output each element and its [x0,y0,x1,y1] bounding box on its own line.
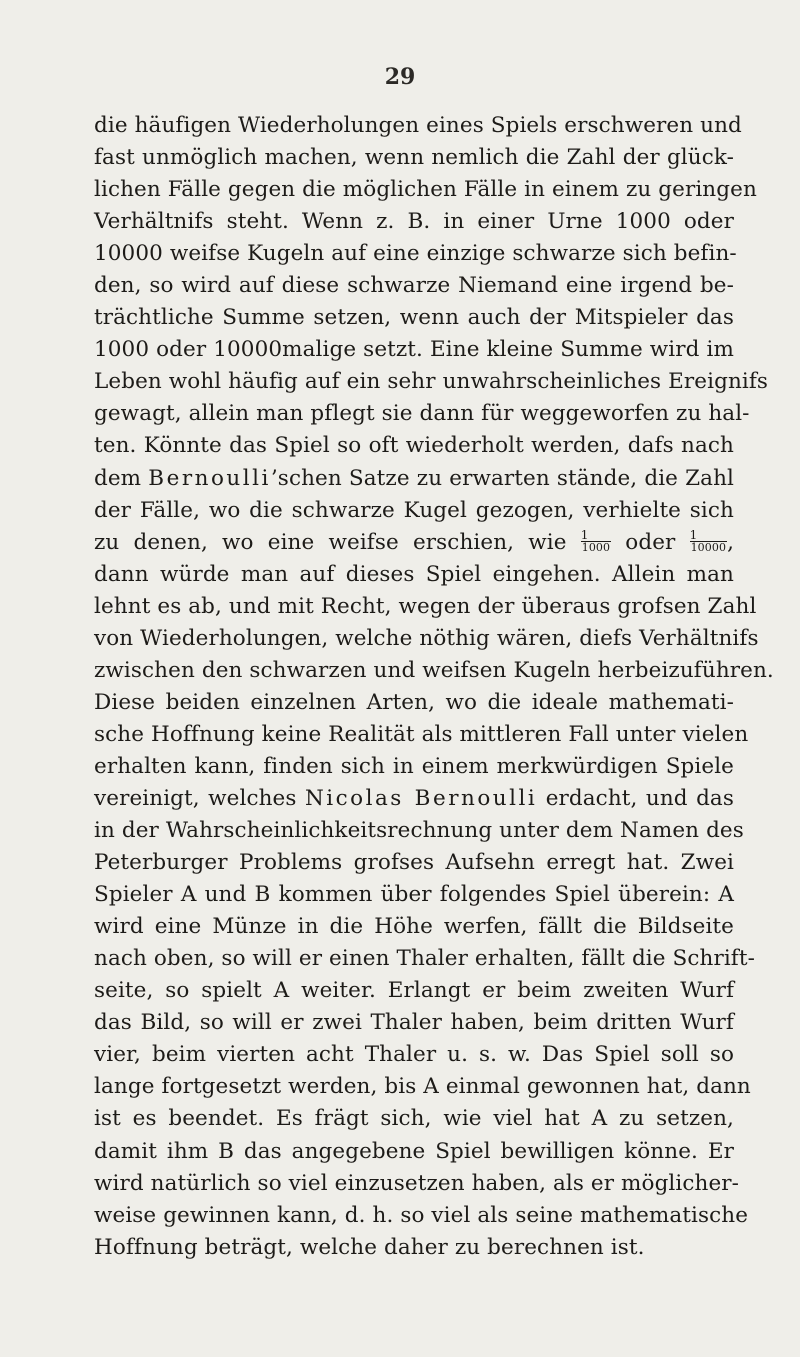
fraction-one-thousandth [581,529,611,553]
text-line: Spieler A und B kommen über folgendes Spiel überein: A [94,882,734,908]
text-line: fast unmöglich machen, wenn nemlich die Zahl der glück- [94,145,734,171]
text-line: ten. Könnte das Spiel so oft wiederholt werden, dafs nach [94,433,734,459]
text-line-bernoulli [94,463,734,495]
body-text [94,110,774,1264]
text-segment: , [727,529,735,555]
text-line: 1000 oder 10000malige setzt. Eine kleine Summe wird im [94,337,734,363]
text-line: lehnt es ab, und mit Recht, wegen der überaus grofsen Zahl [94,593,757,619]
text-line: trächtliche Summe setzen, wenn auch der Mitspieler das [94,305,734,331]
text-line: 10000 weifse Kugeln auf eine einzige schwarze sich befin- [94,241,737,267]
text-segment: dem [94,465,149,491]
text-line: ist es beendet. Es frägt sich, wie viel hat A zu setzen, [94,1106,734,1132]
text-line: gewagt, allein man pflegt sie dann für weggeworfen zu hal- [94,401,750,427]
text-line: lange fortgesetzt werden, bis A einmal gewonnen hat, dann [94,1074,751,1100]
text-line: Diese beiden einzelnen Arten, wo die ideale mathemati- [94,689,734,715]
fraction-numerator: 1 [580,527,589,542]
fraction-numerator: 1 [689,527,698,542]
text-segment: erdacht, und das [537,785,734,811]
page-number: 29 [384,64,416,90]
text-line: zwischen den schwarzen und weifsen Kugeln herbeizuführen. [94,657,774,683]
text-line: der Fälle, wo die schwarze Kugel gezogen, verhielte sich [94,497,734,523]
text-line: wird eine Münze in die Höhe werfen, fällt die Bildseite [94,914,734,940]
text-line: den, so wird auf diese schwarze Niemand eine irgend be- [94,273,734,299]
text-line: wird natürlich so viel einzusetzen haben, als er möglicher- [94,1170,740,1196]
emphasized-name: Nicolas Bernoulli [304,785,538,811]
text-line-last: Hoffnung beträgt, welche daher zu berechnen ist. [94,1234,645,1260]
text-line: seite, so spielt A weiter. Erlangt er beim zweiten Wurf [94,978,734,1004]
text-line: sche Hoffnung keine Realität als mittleren Fall unter vielen [94,721,749,747]
text-line-fractions [94,527,734,559]
text-line: Leben wohl häufig auf ein sehr unwahrscheinliches Ereignifs [94,369,769,395]
text-line: das Bild, so will er zwei Thaler haben, beim dritten Wurf [94,1010,734,1036]
fraction-one-ten-thousandth [690,529,728,553]
text-segment: ’schen Satze zu erwarten stände, die Zahl [270,465,735,491]
text-line: lichen Fälle gegen die möglichen Fälle in einem zu geringen [94,177,757,203]
text-line: Peterburger Problems grofses Aufsehn erregt hat. Zwei [94,850,734,876]
text-line: nach oben, so will er einen Thaler erhalten, fällt die Schrift- [94,946,755,972]
fraction-denominator: 1000 [581,540,611,554]
text-line: von Wiederholungen, welche nöthig wären, diefs Verhältnifs [94,625,759,651]
text-line: weise gewinnen kann, d. h. so viel als seine mathematische [94,1202,749,1228]
text-line: Verhältnifs steht. Wenn z. B. in einer Urne 1000 oder [94,209,734,235]
text-line: dann würde man auf dieses Spiel eingehen. Allein man [94,561,734,587]
text-line: erhalten kann, finden sich in einem merkwürdigen Spiele [94,753,734,779]
text-segment: zu denen, wo eine weifse erschien, wie [94,529,581,555]
text-line-nicolas-bernoulli [94,783,734,815]
text-line: damit ihm B das angegebene Spiel bewilligen könne. Er [94,1138,734,1164]
text-line: in der Wahrscheinlichkeitsrechnung unter dem Namen des [94,818,744,844]
text-segment: vereinigt, welches [94,785,305,811]
emphasized-name: Bernoulli [148,465,271,491]
fraction-denominator: 10000 [690,540,727,554]
text-line: vier, beim vierten acht Thaler u. s. w. Das Spiel soll so [94,1042,734,1068]
text-line: die häufigen Wiederholungen eines Spiels erschweren und [94,113,742,138]
text-segment: oder [611,529,690,555]
